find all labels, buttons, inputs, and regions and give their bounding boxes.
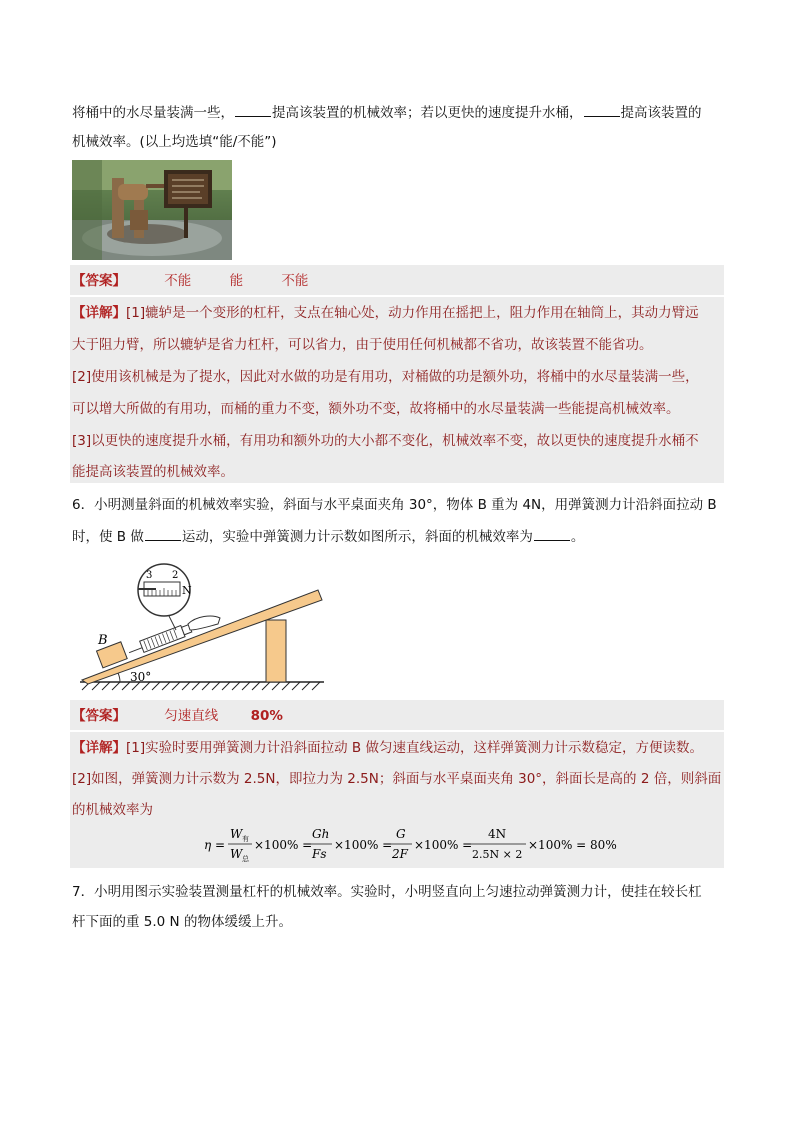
- windlass-photo: [72, 160, 232, 260]
- detail-5-text-1a: [1]辘轳是一个变形的杠杆，支点在轴心处，动力作用在摇把上，阻力作用在轴筒上，其动力臂远: [126, 305, 699, 321]
- formula-2f: 2F: [392, 847, 408, 861]
- detail-5-line-6: 能提高该装置的机械效率。: [72, 464, 234, 480]
- detail-label: 【详解】: [72, 305, 126, 321]
- formula-eta: η =: [204, 838, 226, 852]
- answer-5-line: [72, 272, 308, 290]
- formula-gh: Gh: [312, 827, 330, 841]
- answer-6-value-2: 80%: [250, 708, 283, 724]
- gauge-label-2: 2: [172, 570, 179, 581]
- q6-text-a: 时，使 B 做: [72, 529, 144, 545]
- answer-blank-1[interactable]: [235, 103, 271, 117]
- detail-5-line-5: [3]以更快的速度提升水桶，有用功和额外功的大小都不变化，机械效率不变，故以更快的速度提升水桶不: [72, 433, 699, 449]
- answer-label: 【答案】: [72, 708, 126, 724]
- detail-label: 【详解】: [72, 740, 126, 756]
- formula-denominator: 2.5N × 2: [472, 848, 523, 861]
- q5-text-a: 将桶中的水尽量装满一些，: [72, 105, 234, 121]
- formula-w-den-sub: 总: [242, 855, 249, 863]
- gauge-unit: N: [182, 584, 192, 597]
- formula-result: ×100% = 80%: [528, 838, 617, 852]
- detail-5-line-2: 大于阻力臂，所以辘轳是省力杠杆，可以省力，由于使用任何机械都不省功，故该装置不能省功。: [72, 337, 653, 353]
- formula-times-3: ×100% =: [414, 838, 473, 852]
- q5-line-2: 机械效率。(以上均选填“能/不能”): [72, 134, 277, 150]
- q5-line-1: [72, 103, 702, 122]
- answer-5-value-3: 不能: [281, 273, 309, 289]
- detail-6-line-2: [2]如图，弹簧测力计示数为 2.5N，即拉力为 2.5N；斜面与水平桌面夹角 30°，斜面长是高的 2 倍，则斜面: [72, 771, 722, 787]
- answer-blank-2[interactable]: [584, 103, 620, 117]
- detail-5-line-4: 可以增大所做的有用功，而桶的重力不变，额外功不变，故将桶中的水尽量装满一些能提高机械效率。: [72, 401, 680, 417]
- answer-6-value-1: 匀速直线: [164, 708, 219, 724]
- answer-label: 【答案】: [72, 273, 126, 289]
- gauge-label-3: 3: [146, 570, 153, 581]
- q5-text-c: 提高该装置的: [620, 105, 702, 121]
- answer-5-value-1: 不能: [164, 273, 192, 289]
- detail-6-line-1: [72, 739, 703, 757]
- q6-text-c: 。: [570, 529, 585, 545]
- detail-6-line-3: 的机械效率为: [72, 802, 153, 818]
- q6-text-b: 运动，实验中弹簧测力计示数如图所示，斜面的机械效率为: [181, 529, 533, 545]
- answer-6-line: [72, 707, 283, 725]
- incline-figure: [72, 560, 328, 690]
- formula-g: G: [396, 827, 406, 841]
- answer-5-value-2: 能: [229, 273, 244, 289]
- detail-5-line-1: [72, 304, 699, 322]
- q7-line-1: 7．小明用图示实验装置测量杠杆的机械效率。实验时，小明竖直向上匀速拉动弹簧测力计，使挂在较长杠: [72, 884, 702, 900]
- block-label: B: [98, 633, 108, 648]
- q7-line-2: 杆下面的重 5.0 N 的物体缓缓上升。: [72, 914, 292, 930]
- detail-5-box: [70, 297, 724, 483]
- formula-fs: Fs: [312, 847, 327, 861]
- formula-times-2: ×100% =: [334, 838, 393, 852]
- q6-line-1: 6．小明测量斜面的机械效率实验，斜面与水平桌面夹角 30°，物体 B 重为 4N，用弹簧测力计沿斜面拉动 B: [72, 497, 717, 513]
- detail-5-line-3: [2]使用该机械是为了提水，因此对水做的功是有用功，对桶做的功是额外功，将桶中的水尽量装满一些，: [72, 369, 699, 385]
- answer-blank-4[interactable]: [534, 527, 570, 541]
- q6-line-2: [72, 527, 584, 546]
- answer-blank-3[interactable]: [145, 527, 181, 541]
- formula-4n: 4N: [488, 827, 507, 841]
- efficiency-formula: [200, 822, 617, 866]
- q5-text-b: 提高该装置的机械效率；若以更快的速度提升水桶，: [272, 105, 583, 121]
- formula-w-num: W: [230, 827, 243, 841]
- detail-6-text-1: [1]实验时要用弹簧测力计沿斜面拉动 B 做匀速直线运动，这样弹簧测力计示数稳定，方便读数。: [126, 740, 703, 756]
- formula-times-1: ×100% =: [254, 838, 313, 852]
- formula-w-num-sub: 有: [242, 835, 249, 843]
- formula-w-den: W: [230, 847, 243, 861]
- angle-label: 30°: [130, 670, 152, 684]
